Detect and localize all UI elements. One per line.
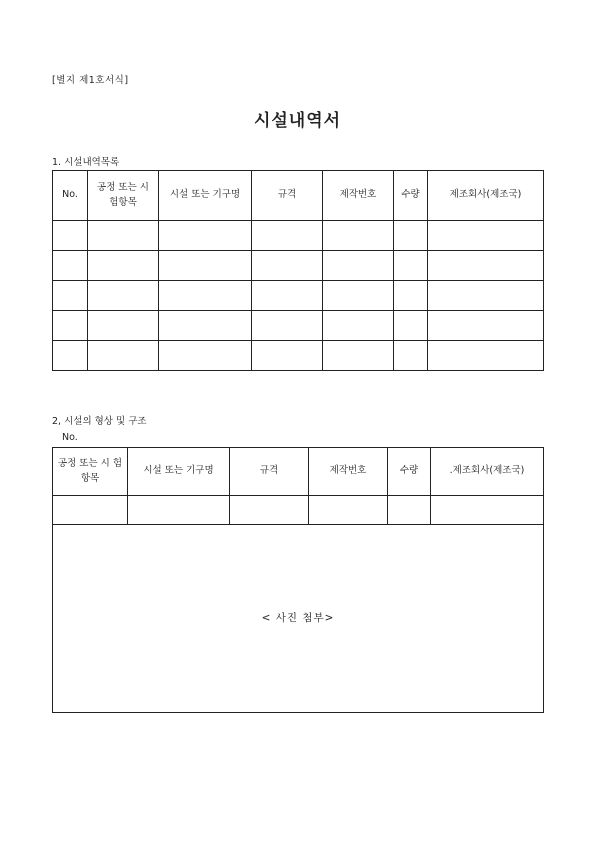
col-header-no: No. <box>53 171 88 221</box>
col-header-manufacturer: 제조회사(제조국) <box>428 171 544 221</box>
col-header-facility-name: 시설 또는 기구명 <box>159 171 252 221</box>
col-header-serial: 제작번호 <box>323 171 394 221</box>
table-cell[interactable] <box>88 341 159 371</box>
col-header-facility-name: 시설 또는 기구명 <box>128 448 230 496</box>
form-number-label: [별지 제1호서식] <box>52 75 129 86</box>
section2-heading: 2, 시설의 형상 및 구조 <box>52 416 147 427</box>
col-header-quantity: 수량 <box>394 171 428 221</box>
section1-heading: 1. 시설내역목록 <box>52 157 120 168</box>
table-cell[interactable] <box>230 496 309 525</box>
photo-attachment-area[interactable] <box>53 525 544 713</box>
table-cell[interactable] <box>394 311 428 341</box>
table-cell[interactable] <box>53 496 128 525</box>
table-cell[interactable] <box>88 311 159 341</box>
table-cell[interactable] <box>53 311 88 341</box>
table-row <box>53 496 544 525</box>
table-cell[interactable] <box>53 221 88 251</box>
table-cell[interactable] <box>252 221 323 251</box>
table-row <box>53 251 544 281</box>
table-cell[interactable] <box>53 281 88 311</box>
table-cell[interactable] <box>53 341 88 371</box>
col-header-process: 공정 또는 시 험항목 <box>53 448 128 496</box>
table-cell[interactable] <box>159 341 252 371</box>
table-cell[interactable] <box>252 311 323 341</box>
table-cell[interactable] <box>88 251 159 281</box>
photo-attachment-row <box>53 525 544 713</box>
table-cell[interactable] <box>428 281 544 311</box>
table-row <box>53 221 544 251</box>
table-row <box>53 311 544 341</box>
table-cell[interactable] <box>428 311 544 341</box>
col-header-spec: 규격 <box>230 448 309 496</box>
table-cell[interactable] <box>88 281 159 311</box>
col-header-spec: 규격 <box>252 171 323 221</box>
table-header-row <box>53 448 544 496</box>
photo-placeholder-text: < 사진 첨부> <box>261 611 335 624</box>
table-cell[interactable] <box>428 221 544 251</box>
facility-structure-table <box>52 447 544 713</box>
table-cell[interactable] <box>159 311 252 341</box>
table-header-row <box>53 171 544 221</box>
table-cell[interactable] <box>323 251 394 281</box>
table-cell[interactable] <box>323 281 394 311</box>
col-header-manufacturer: .제조회사(제조국) <box>431 448 544 496</box>
table-cell[interactable] <box>394 281 428 311</box>
table-cell[interactable] <box>159 221 252 251</box>
table-cell[interactable] <box>252 281 323 311</box>
section2-no-label: No. <box>62 432 78 443</box>
table-cell[interactable] <box>159 251 252 281</box>
table-cell[interactable] <box>388 496 431 525</box>
table-cell[interactable] <box>128 496 230 525</box>
table-cell[interactable] <box>431 496 544 525</box>
table-cell[interactable] <box>394 221 428 251</box>
facility-list-table <box>52 170 544 371</box>
table-cell[interactable] <box>309 496 388 525</box>
table-cell[interactable] <box>394 341 428 371</box>
table-cell[interactable] <box>428 341 544 371</box>
table-cell[interactable] <box>428 251 544 281</box>
table-cell[interactable] <box>394 251 428 281</box>
col-header-quantity: 수량 <box>388 448 431 496</box>
table-cell[interactable] <box>323 341 394 371</box>
table-cell[interactable] <box>252 251 323 281</box>
table-cell[interactable] <box>323 311 394 341</box>
col-header-process: 공정 또는 시 험항목 <box>88 171 159 221</box>
table-cell[interactable] <box>159 281 252 311</box>
table-cell[interactable] <box>53 251 88 281</box>
col-header-serial: 제작번호 <box>309 448 388 496</box>
table-row <box>53 341 544 371</box>
table-cell[interactable] <box>88 221 159 251</box>
table-cell[interactable] <box>252 341 323 371</box>
document-title: 시설내역서 <box>253 111 342 131</box>
table-row <box>53 281 544 311</box>
table-cell[interactable] <box>323 221 394 251</box>
